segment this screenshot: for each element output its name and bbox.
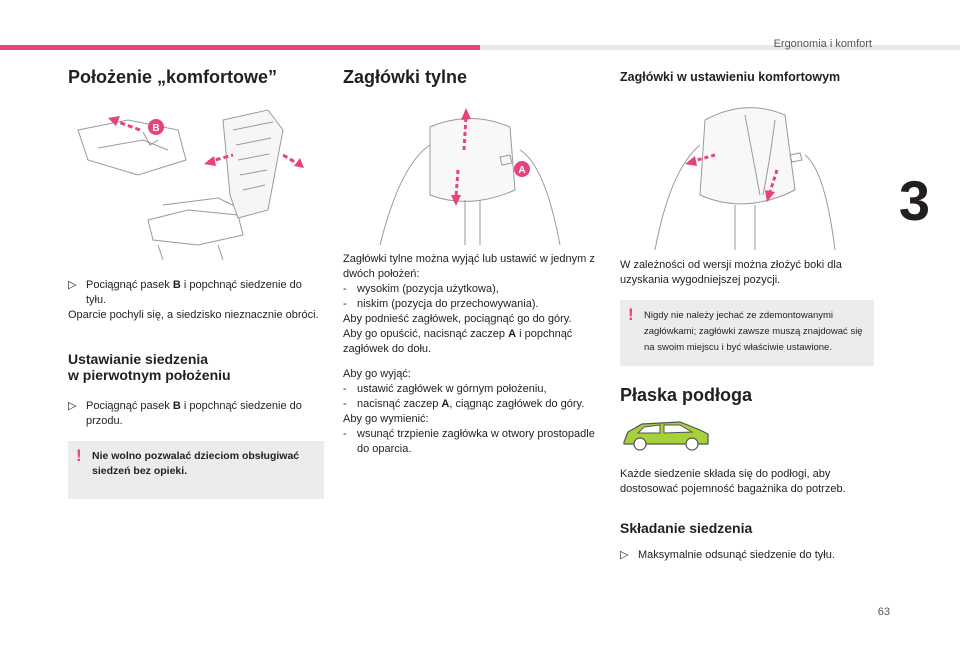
list-item: ▷ Pociągnąć pasek B i popchnąć siedzenie do przodu. bbox=[68, 400, 302, 427]
column-comfort-headrests bbox=[620, 60, 876, 84]
comfort-instructions bbox=[68, 278, 324, 499]
column-comfort-position bbox=[68, 60, 324, 88]
list-item: ▷ Maksymalnie odsunąć siedzenie do tyłu. bbox=[620, 549, 835, 561]
flat-floor-paragraph: Każde siedzenie składa się do podłogi, aby dostosować pojemność bagażnika do potrzeb. bbox=[620, 468, 846, 495]
replace-title: Aby go wymienić: bbox=[343, 413, 429, 425]
arrow-left-icon bbox=[685, 156, 697, 166]
figure-label-b: B bbox=[152, 123, 160, 134]
chapter-number: 3 bbox=[898, 169, 930, 232]
child-warning-box: ! Nie wolno pozwalać dzieciom obsługiwać siedzeń bez opieki. bbox=[68, 441, 324, 499]
figure-label-a: A bbox=[518, 165, 526, 176]
warning-exclamation-icon: ! bbox=[76, 446, 82, 465]
arrow-bullet-icon: ▷ bbox=[620, 549, 629, 561]
reset-seat-title: Ustawianie siedzenia w pierwotnym położeniu bbox=[68, 351, 231, 383]
arrow-bullet-icon: ▷ bbox=[68, 400, 77, 412]
comfort-title: Położenie „komfortowe” bbox=[68, 67, 278, 87]
comfort-headrest-illustration bbox=[645, 100, 845, 250]
header-accent-bar bbox=[0, 45, 480, 50]
page-number: 63 bbox=[877, 606, 890, 618]
headrest-instructions bbox=[343, 252, 599, 457]
headrest-intro: Zagłówki tylne można wyjąć lub ustawić w jednym z dwóch położeń: bbox=[343, 253, 595, 280]
fold-seat-title: Składanie siedzenia bbox=[620, 520, 753, 536]
headrest-illustration bbox=[370, 105, 570, 245]
header-grey-bar bbox=[480, 45, 960, 50]
car-silhouette bbox=[620, 418, 712, 454]
seat-illustration bbox=[68, 100, 324, 265]
lower-instruction: Aby go opuścić, nacisnąć zaczep A i popchnąć zagłówek do dołu. bbox=[343, 328, 573, 355]
raise-instruction: Aby podnieść zagłówek, pociągnąć go do góry. bbox=[343, 313, 572, 325]
list-item: - nacisnąć zaczep A, ciągnąc zagłówek do góry. bbox=[343, 398, 585, 410]
list-item: ▷ Pociągnąć pasek B i popchnąć siedzenie do tyłu. bbox=[68, 279, 302, 306]
comfort-paragraph: Oparcie pochyli się, a siedzisko nieznacznie obróci. bbox=[68, 309, 319, 321]
section-title: Ergonomia i komfort bbox=[773, 38, 872, 50]
list-item: - wysokim (pozycja użytkowa), bbox=[343, 283, 499, 295]
arrow-bullet-icon: ▷ bbox=[68, 279, 77, 291]
comfort-headrests-title: Zagłówki w ustawieniu komfortowym bbox=[620, 70, 841, 84]
warning-exclamation-icon: ! bbox=[628, 305, 634, 324]
list-item: - ustawić zagłówek w górnym położeniu, bbox=[343, 383, 547, 395]
rear-headrests-title: Zagłówki tylne bbox=[343, 67, 468, 87]
comfort-headrest-text bbox=[620, 258, 876, 406]
arrow-icon bbox=[108, 116, 120, 126]
headrest-warning-box: ! Nigdy nie należy jechać ze zdemontowanymi zagłówkami; zagłówki zawsze muszą znajdować się na swoim miejscu i być właściwie ustawione. bbox=[620, 300, 874, 366]
remove-title: Aby go wyjąć: bbox=[343, 368, 411, 380]
arrow-up-icon bbox=[461, 108, 471, 120]
flat-floor-text bbox=[620, 467, 876, 563]
flat-floor-title: Płaska podłoga bbox=[620, 385, 753, 405]
list-item: - wsunąć trzpienie zagłówka w otwory prostopadle do oparcia. bbox=[343, 428, 595, 455]
column-rear-headrests bbox=[343, 60, 599, 88]
comfort-headrest-intro: W zależności od wersji można złożyć boki dla uzyskania wygodniejszej pozycji. bbox=[620, 259, 842, 286]
list-item: - niskim (pozycja do przechowywania). bbox=[343, 298, 539, 310]
